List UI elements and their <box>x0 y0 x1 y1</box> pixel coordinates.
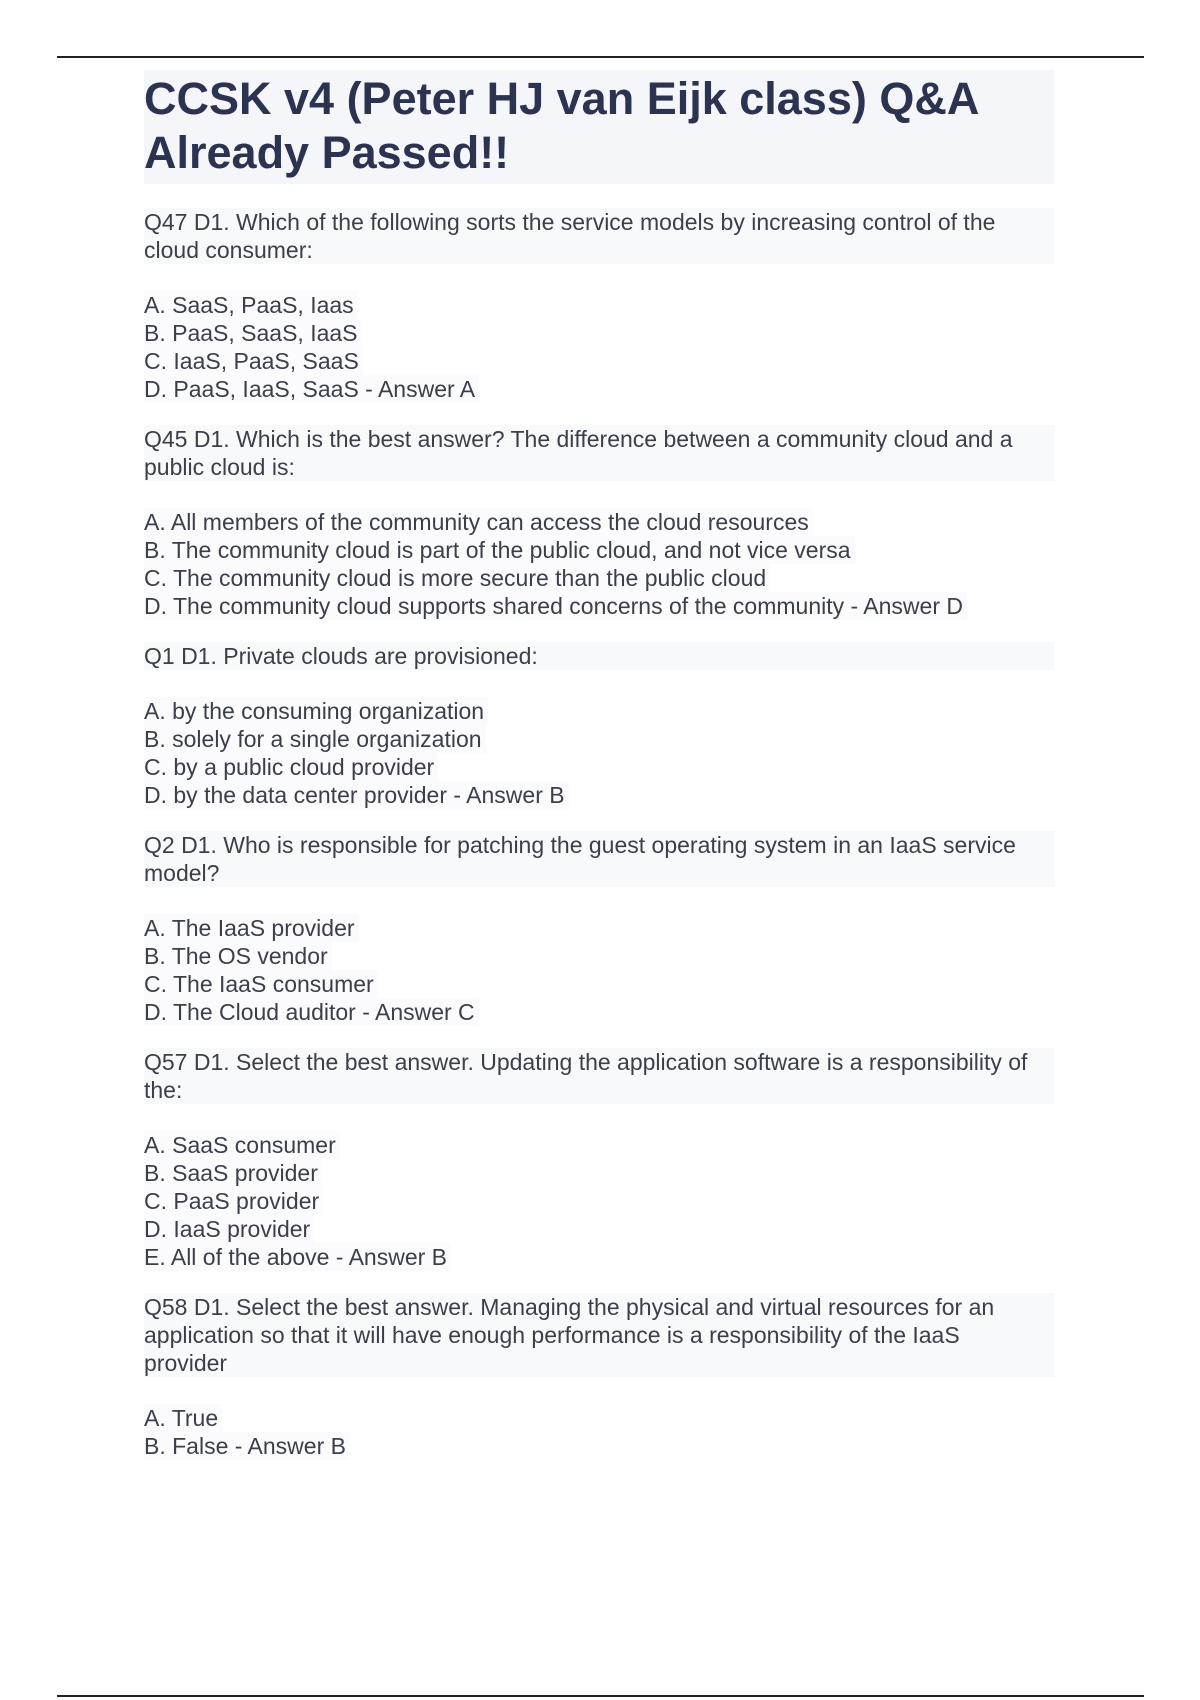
question-text: Q45 D1. Which is the best answer? The difference between a community cloud and a public cloud is: <box>144 425 1054 481</box>
top-rule <box>57 56 1144 58</box>
option-b: B. False - Answer B <box>144 1432 350 1460</box>
question-text: Q2 D1. Who is responsible for patching the guest operating system in an IaaS service model? <box>144 831 1054 887</box>
options-list <box>144 914 1054 1026</box>
option-b: B. The OS vendor <box>144 942 332 970</box>
qa-item <box>144 208 1054 403</box>
option-a: A. by the consuming organization <box>144 697 488 725</box>
qa-item <box>144 642 1054 809</box>
options-list <box>144 697 1054 809</box>
option-c: C. by a public cloud provider <box>144 753 438 781</box>
bottom-rule <box>57 1695 1144 1697</box>
question-text: Q47 D1. Which of the following sorts the service models by increasing control of the cloud consumer: <box>144 208 1054 264</box>
question-text: Q58 D1. Select the best answer. Managing the physical and virtual resources for an application so that it will have enough performance is a responsibility of the IaaS provider <box>144 1293 1054 1377</box>
qa-item <box>144 1048 1054 1271</box>
option-b: B. PaaS, SaaS, IaaS <box>144 319 362 347</box>
options-list <box>144 1131 1054 1271</box>
qa-item <box>144 831 1054 1026</box>
option-c: C. The IaaS consumer <box>144 970 378 998</box>
option-c: C. The community cloud is more secure than the public cloud <box>144 564 770 592</box>
option-d: D. PaaS, IaaS, SaaS - Answer A <box>144 375 479 403</box>
option-d: D. The community cloud supports shared concerns of the community - Answer D <box>144 592 967 620</box>
option-a: A. SaaS, PaaS, Iaas <box>144 291 358 319</box>
document-page <box>144 70 1054 1482</box>
question-text: Q57 D1. Select the best answer. Updating the application software is a responsibility of the: <box>144 1048 1054 1104</box>
option-a: A. SaaS consumer <box>144 1131 340 1159</box>
option-d: D. IaaS provider <box>144 1215 314 1243</box>
option-c: C. PaaS provider <box>144 1187 323 1215</box>
option-c: C. IaaS, PaaS, SaaS <box>144 347 363 375</box>
option-b: B. SaaS provider <box>144 1159 322 1187</box>
option-d: D. by the data center provider - Answer B <box>144 781 569 809</box>
option-a: A. All members of the community can access the cloud resources <box>144 508 813 536</box>
options-list <box>144 508 1054 620</box>
options-list <box>144 1404 1054 1460</box>
qa-item <box>144 1293 1054 1460</box>
option-b: B. The community cloud is part of the public cloud, and not vice versa <box>144 536 855 564</box>
option-e: E. All of the above - Answer B <box>144 1243 451 1271</box>
question-text: Q1 D1. Private clouds are provisioned: <box>144 642 1054 670</box>
option-a: A. The IaaS provider <box>144 914 359 942</box>
options-list <box>144 291 1054 403</box>
document-title: CCSK v4 (Peter HJ van Eijk class) Q&A Already Passed!! <box>144 70 1054 184</box>
option-b: B. solely for a single organization <box>144 725 486 753</box>
qa-item <box>144 425 1054 620</box>
option-d: D. The Cloud auditor - Answer C <box>144 998 479 1026</box>
option-a: A. True <box>144 1404 222 1432</box>
